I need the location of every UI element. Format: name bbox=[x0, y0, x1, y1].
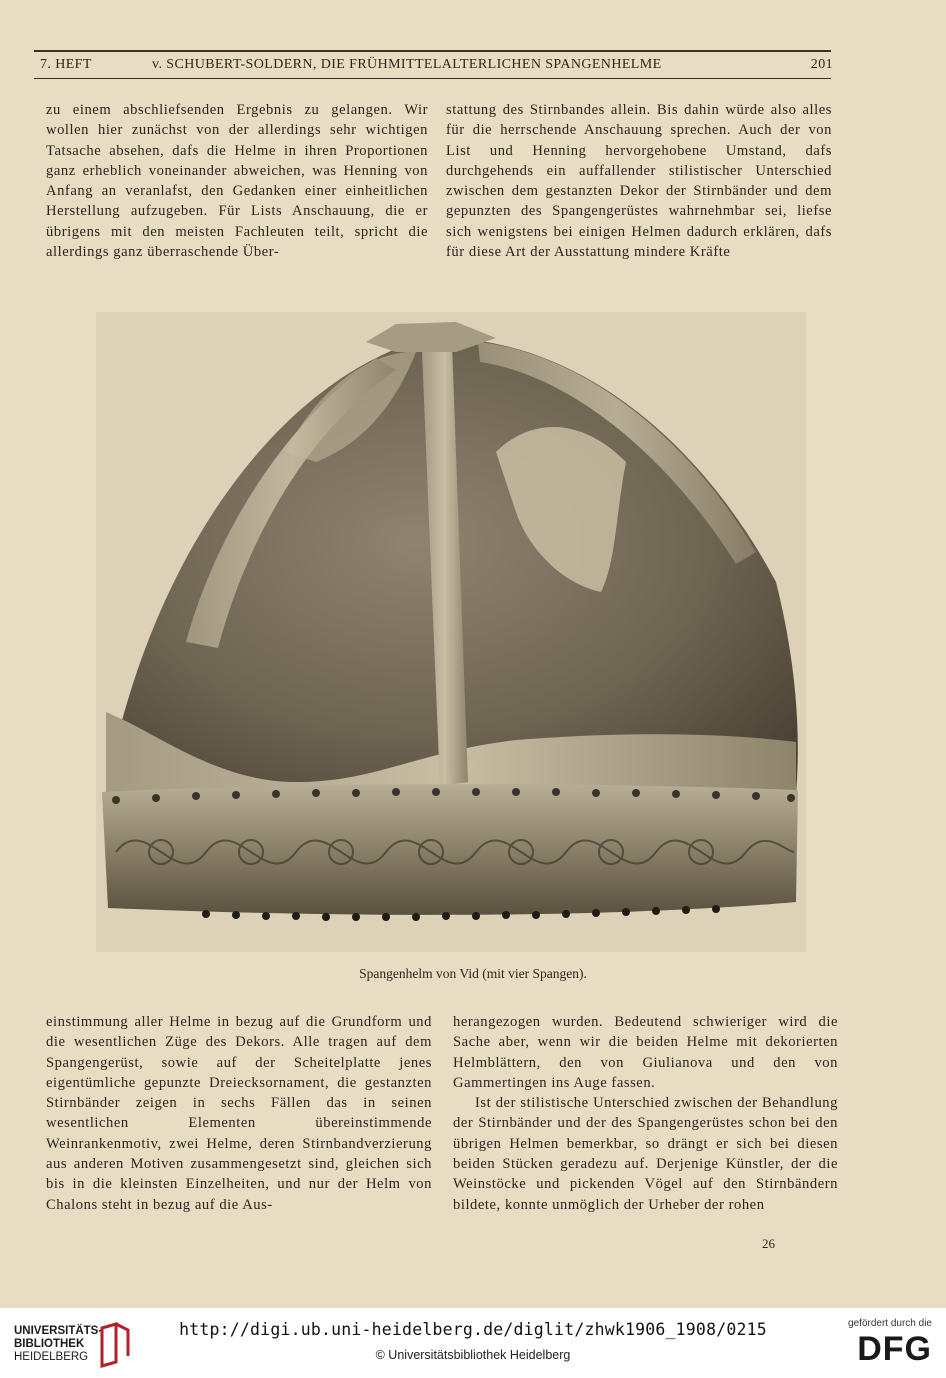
page-number: 201 bbox=[810, 57, 833, 72]
running-head bbox=[40, 57, 833, 79]
paragraph: zu einem abschliefsenden Ergebnis zu gelangen. Wir wollen hier zunächst von der allerdings sehr wichtigen Tatsache absehen, dafs die Helme in ihren Proportionen ganz erheblich voneinander abweichen, was Henning von Anfang an veranlafst, den Gedanken einer einheitlichen Herstellung aufzugeben. Für Lists Anschauung, die er übrigens mit den meisten Fachleuten teilt, spricht die allerdings ganz überraschende Über- bbox=[46, 102, 428, 261]
helmet-photograph bbox=[96, 312, 806, 952]
text-column-top-left bbox=[46, 100, 428, 262]
permalink-url[interactable]: http://digi.ub.uni-heidelberg.de/diglit/zhwk1906_1908/0215 bbox=[179, 1320, 767, 1339]
dfg-logo: DFG bbox=[857, 1330, 932, 1368]
text-column-bottom-right bbox=[453, 1012, 838, 1215]
figure-caption: Spangenhelm von Vid (mit vier Spangen). bbox=[359, 966, 587, 981]
signature-mark: 26 bbox=[762, 1236, 775, 1251]
paragraph: herangezogen wurden. Bedeutend schwieriger wird die Sache aber, wenn wir die beiden Helme mit dekorierten Helmblättern, den von Giulianova und den von Gammertingen ins Auge fassen. bbox=[453, 1014, 838, 1091]
text-column-bottom-left bbox=[46, 1012, 432, 1215]
brow-band bbox=[102, 784, 798, 915]
header-top-rule bbox=[34, 50, 831, 52]
funding-note: gefördert durch die bbox=[848, 1318, 932, 1329]
library-name-line1: UNIVERSITÄTS- bbox=[14, 1325, 103, 1337]
library-name-line2: BIBLIOTHEK bbox=[14, 1338, 85, 1350]
header-bottom-rule bbox=[34, 78, 831, 79]
paragraph: stattung des Stirnbandes allein. Bis dahin würde also alles für die herrschende Anschauung sprechen. Auch der von List und Henning hervorgehobene Umstand, dafs durchgehends ein auffallender stilistischer Unterschied zwischen dem gestanzten Dekor der Stirnbänder und dem gepunzten des Spangengerüstes wahrnehmbar sei, liefse sich wenigstens bei einigen Helmen dadurch erklären, dafs für diese Art der Ausstattung mindere Kräfte bbox=[446, 102, 832, 261]
copyright-notice: © Universitätsbibliothek Heidelberg bbox=[375, 1348, 571, 1362]
paragraph: einstimmung aller Helme in bezug auf die Grundform und die wesentlichen Züge des Dekors. Alle tragen auf dem Spangengerüst, sowie auf der Scheitelplatte jenes eigentümliche gepunzte Dreiecksornament, die gestanzten Stirnbänder zeigen in sechs Fällen das in seinen wesentlichen Elementen übereinstimmende Weinrankenmotiv, zwei Helme, deren Stirnbandverzierung aus anderen Motiven zusammengesetzt sind, gleichen sich bis in die kleinsten Einzelheiten, und nur der Helm von Chalons steht in bezug auf die Aus- bbox=[46, 1014, 432, 1213]
library-name-line3: HEIDELBERG bbox=[14, 1351, 89, 1363]
running-head-issue: 7. HEFT bbox=[40, 57, 92, 72]
running-head-title: v. SCHUBERT-SOLDERN, DIE FRÜHMITTELALTERLICHEN SPANGENHELME bbox=[152, 57, 662, 72]
text-column-top-right bbox=[446, 100, 832, 262]
paragraph: Ist der stilistische Unterschied zwischen der Behandlung der Stirnbänder und der des Spangengerüstes schon bei den übrigen Helmen bemerkbar, so drängt er sich bei diesen beiden Stücken geradezu auf. Derjenige Künstler, der die Weinstöcke und pickenden Vögel auf den Stirnbändern bildete, konnte unmöglich der Urheber der rohen bbox=[453, 1095, 838, 1213]
digitization-footer bbox=[0, 1308, 946, 1378]
